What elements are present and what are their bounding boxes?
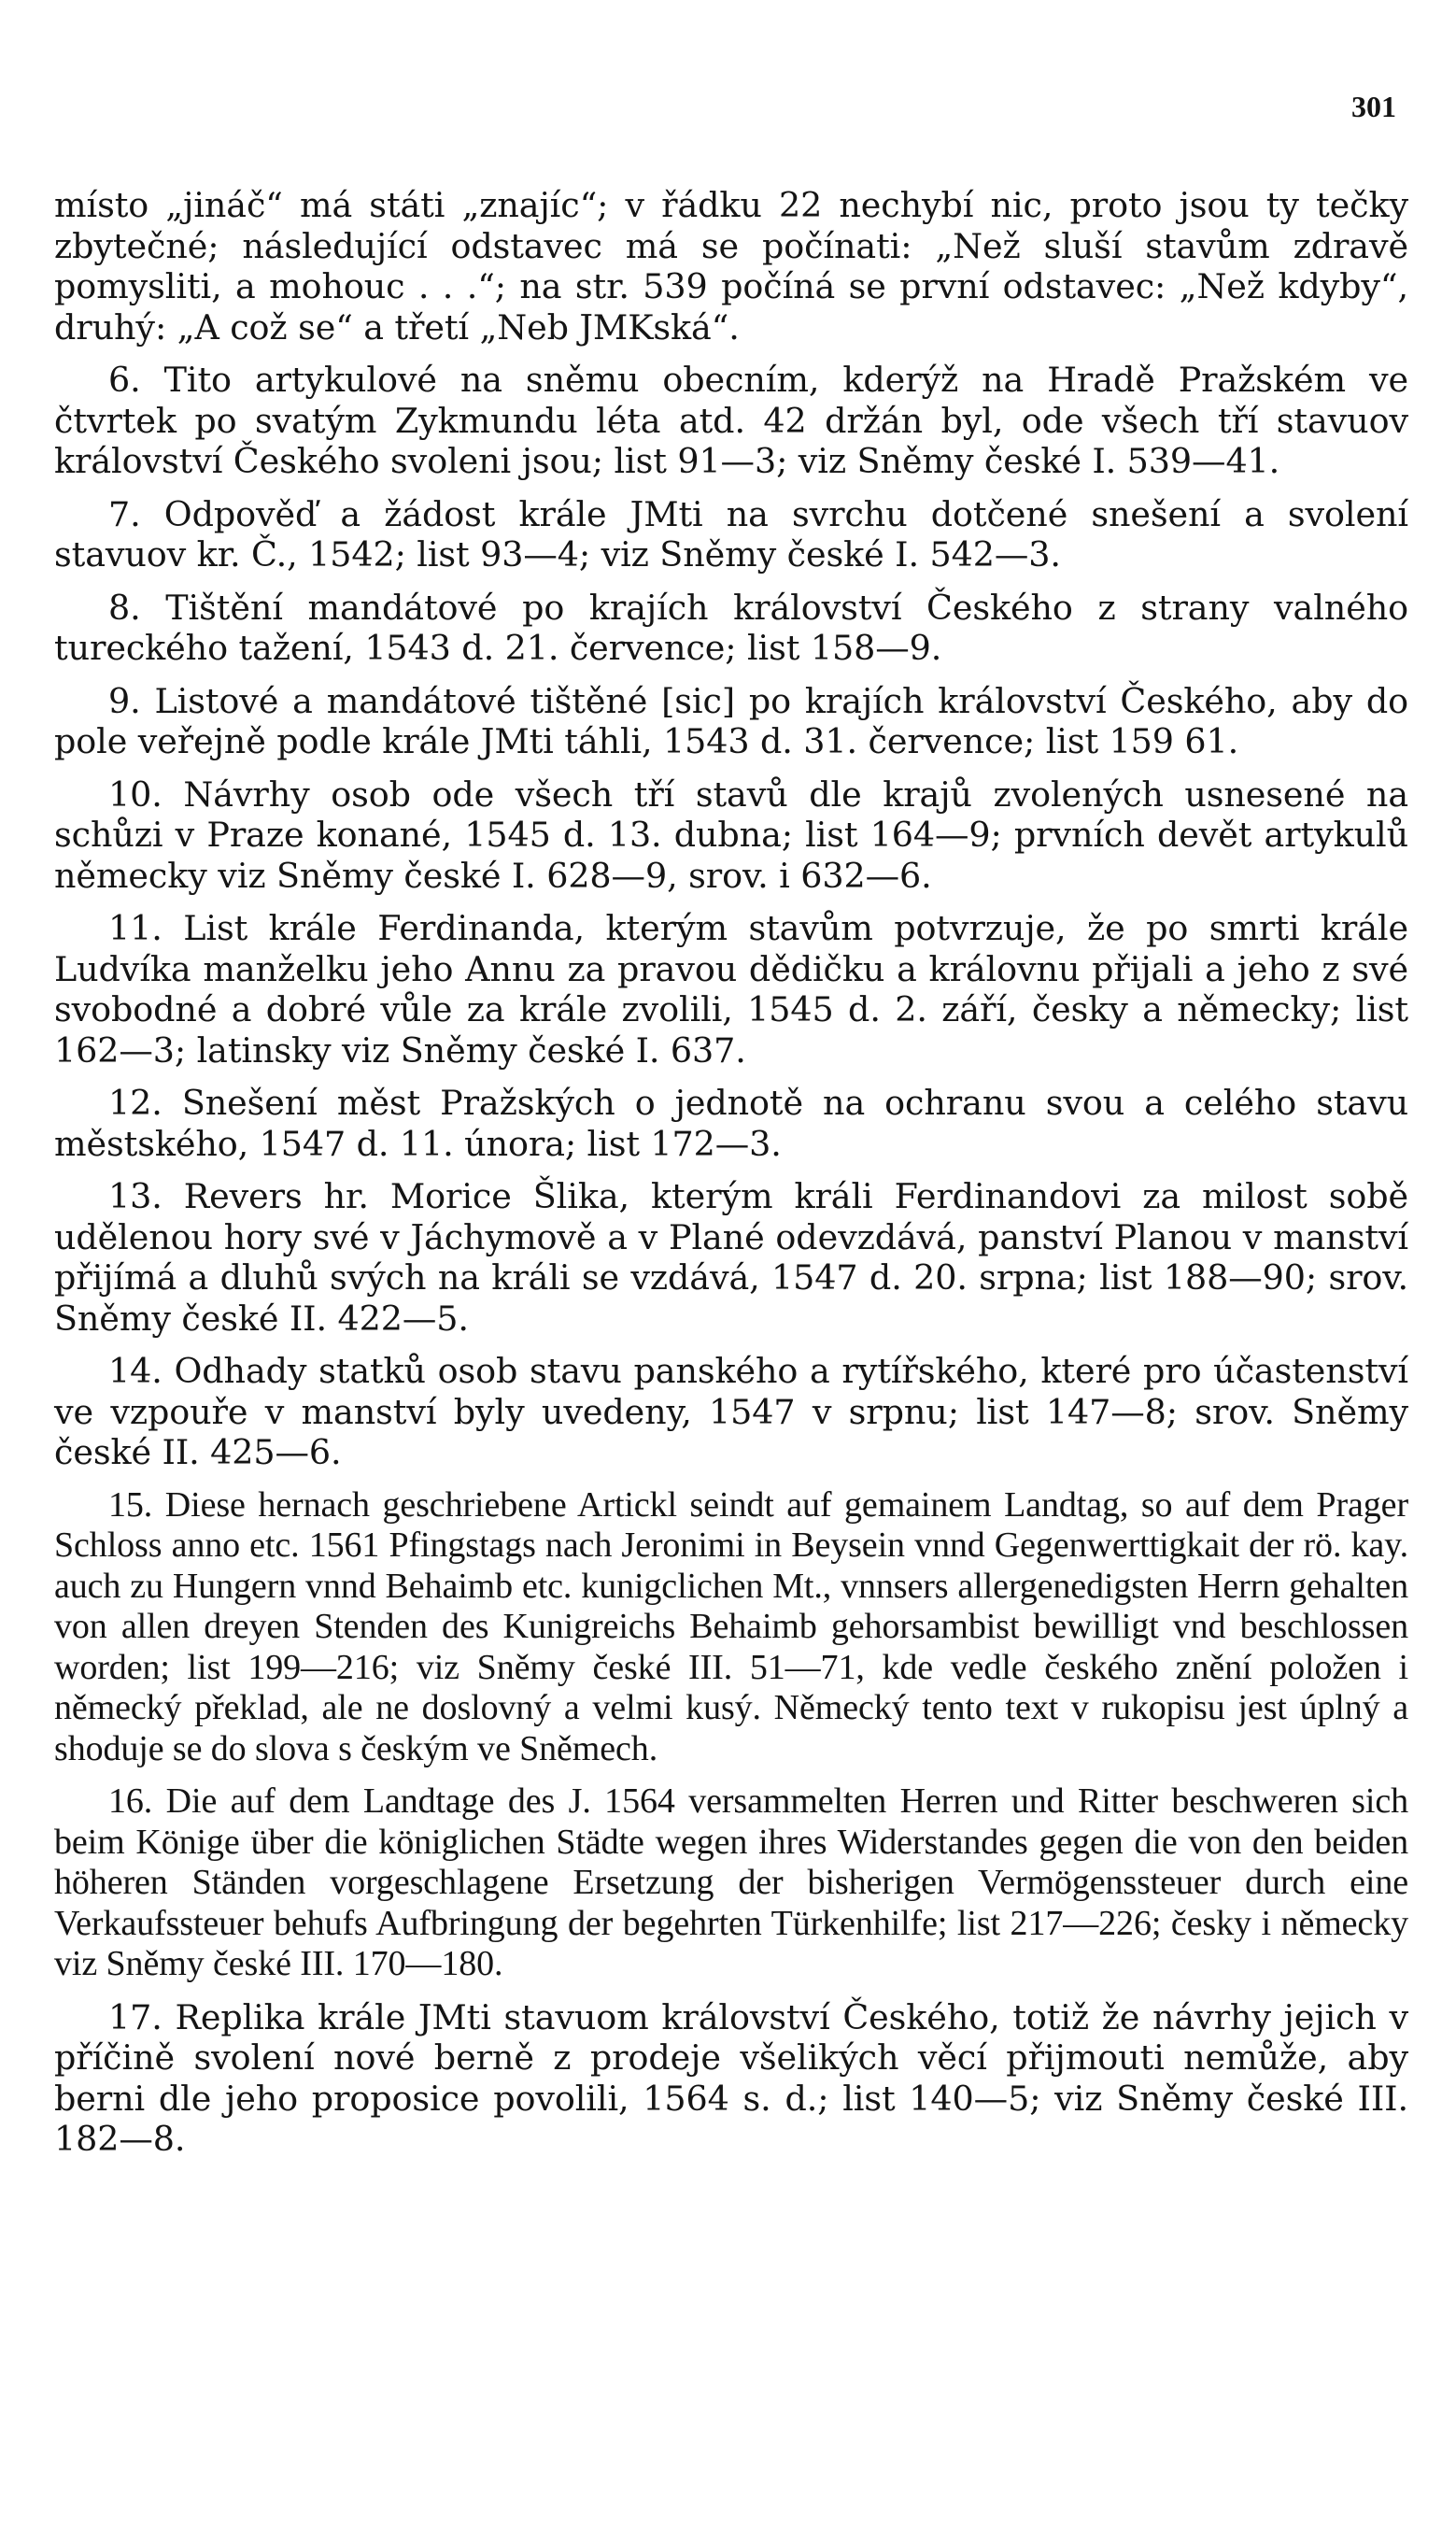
entry-7 [54,494,1408,575]
intro-paragraph: místo „jináč“ má státi „znajíc“; v řádku 22 nechybí nic, proto jsou ty tečky zbytečné; následující odstavec má se počínati: „Než sluší stavům zdravě pomysliti, a mohouc . . .“; na str. 539 počíná se první odstavec: „Než kdyby“, druhý: „A což se“ a třetí „Neb JMKská“. [54,185,1408,348]
entry-12 [54,1083,1408,1164]
entry-number: 13. [108,1176,163,1216]
entry-number: 17. [108,1996,163,2037]
entry-text: Listové a mandátové tištěné [sic] po krajích království Českého, aby do pole veřejně podle krále JMti táhli, 1543 d. 31. července; list 159 61. [54,680,1408,761]
entry-6 [54,360,1408,482]
entry-number: 7. [108,493,141,534]
entry-text: Návrhy osob ode všech tří stavů dle krajů zvolených usnesené na schůzi v Praze konané, 1545 d. 13. dubna; list 164—9; prvních devět artykulů německy viz Sněmy české I. 628—9, srov. i 632—6. [54,773,1408,896]
entry-text: Tištění mandátové po krajích království Českého z strany valného tureckého tažení, 1543 d. 21. července; list 158—9. [54,587,1408,668]
entry-text: Diese hernach geschriebene Artickl seindt auf gemainem Landtag, so auf dem Prager Schloss anno etc. 1561 Pfingstags nach Jeronimi in Beysein vnnd Gegenwerttigkait der rö. kay. auch zu Hungern vnnd Behaimb etc. kunigclichen Mt., vnnsers allergenedigsten Herrn gehalten von allen dreyen Stenden des Kunigreichs Behaimb gehorsambist bewilligt vnd beschlossen worden; list 199—216; viz Sněmy české III. 51—71, kde vedle českého znění položen i německý překlad, ale ne doslovný a velmi kusý. Německý tento text v rukopisu jest úplný a shoduje se do slova s českým ve Sněmech. [54,1484,1408,1768]
entry-number: 15. [108,1484,153,1525]
entry-text: Die auf dem Landtage des J. 1564 versammelten Herren und Ritter beschweren sich beim Könige über die königlichen Städte wegen ihres Widerstandes gegen die von den beiden höheren Ständen vorgeschlagene Ersetzung der bisherigen Vermögenssteuer durch eine Verkaufssteuer behufs Aufbringung der begehrten Türkenhilfe; list 217—226; česky i německy viz Sněmy české III. 170—180. [54,1781,1408,1983]
entry-text: Revers hr. Morice Šlika, kterým králi Ferdinandovi za milost sobě udělenou hory své v Jáchymově a v Plané odevzdává, panství Planou v manství přijímá a dluhů svých na králi se vzdává, 1547 d. 20. srpna; list 188—90; srov. Sněmy české II. 422—5. [54,1176,1408,1339]
entry-13 [54,1176,1408,1339]
entry-number: 8. [108,587,141,628]
entry-17 [54,1997,1408,2160]
entry-number: 10. [108,773,163,815]
entry-number: 6. [108,360,141,400]
entry-14 [54,1351,1408,1473]
entry-text: Odpověď a žádost krále JMti na svrchu dotčené snešení a svolení stavuov kr. Č., 1542; list 93—4; viz Sněmy české I. 542—3. [54,493,1408,575]
entry-text: List krále Ferdinanda, kterým stavům potvrzuje, že po smrti krále Ludvíka manželku jeho Annu za pravou dědičku a královnu přijali a jeho z své svobodné a dobré vůle za krále zvolili, 1545 d. 2. září, česky a německy; list 162—3; latinsky viz Sněmy české I. 637. [54,908,1408,1071]
entry-8 [54,588,1408,669]
entry-number: 12. [108,1083,163,1123]
entry-15 [54,1485,1408,1770]
entry-number: 16. [108,1781,153,1821]
entry-text: Snešení měst Pražských o jednotě na ochranu svou a celého stavu městského, 1547 d. 11. února; list 172—3. [54,1083,1408,1164]
entry-16 [54,1781,1408,1985]
entry-number: 14. [108,1351,163,1391]
entry-9 [54,681,1408,762]
entry-11 [54,908,1408,1071]
document-body [54,185,1408,2172]
entry-text: Tito artykulové na sněmu obecním, kderýž na Hradě Pražském ve čtvrtek po svatým Zykmundu léta atd. 42 držán byl, ode všech tří stavuov království Českého svoleni jsou; list 91—3; viz Sněmy české I. 539—41. [54,360,1408,481]
entry-number: 11. [108,908,163,948]
page-number: 301 [1351,90,1396,123]
entry-10 [54,774,1408,897]
entry-text: Odhady statků osob stavu panského a rytířského, které pro účastenství ve vzpouře v manství byly uvedeny, 1547 v srpnu; list 147—8; srov. Sněmy české II. 425—6. [54,1351,1408,1472]
entry-text: Replika krále JMti stavuom království Českého, totiž že návrhy jejich v příčině svolení nové berně z prodeje všelikých věcí přijmouti nemůže, aby berni dle jeho proposice povolili, 1564 s. d.; list 140—5; viz Sněmy české III. 182—8. [54,1996,1408,2159]
entry-number: 9. [108,680,141,721]
